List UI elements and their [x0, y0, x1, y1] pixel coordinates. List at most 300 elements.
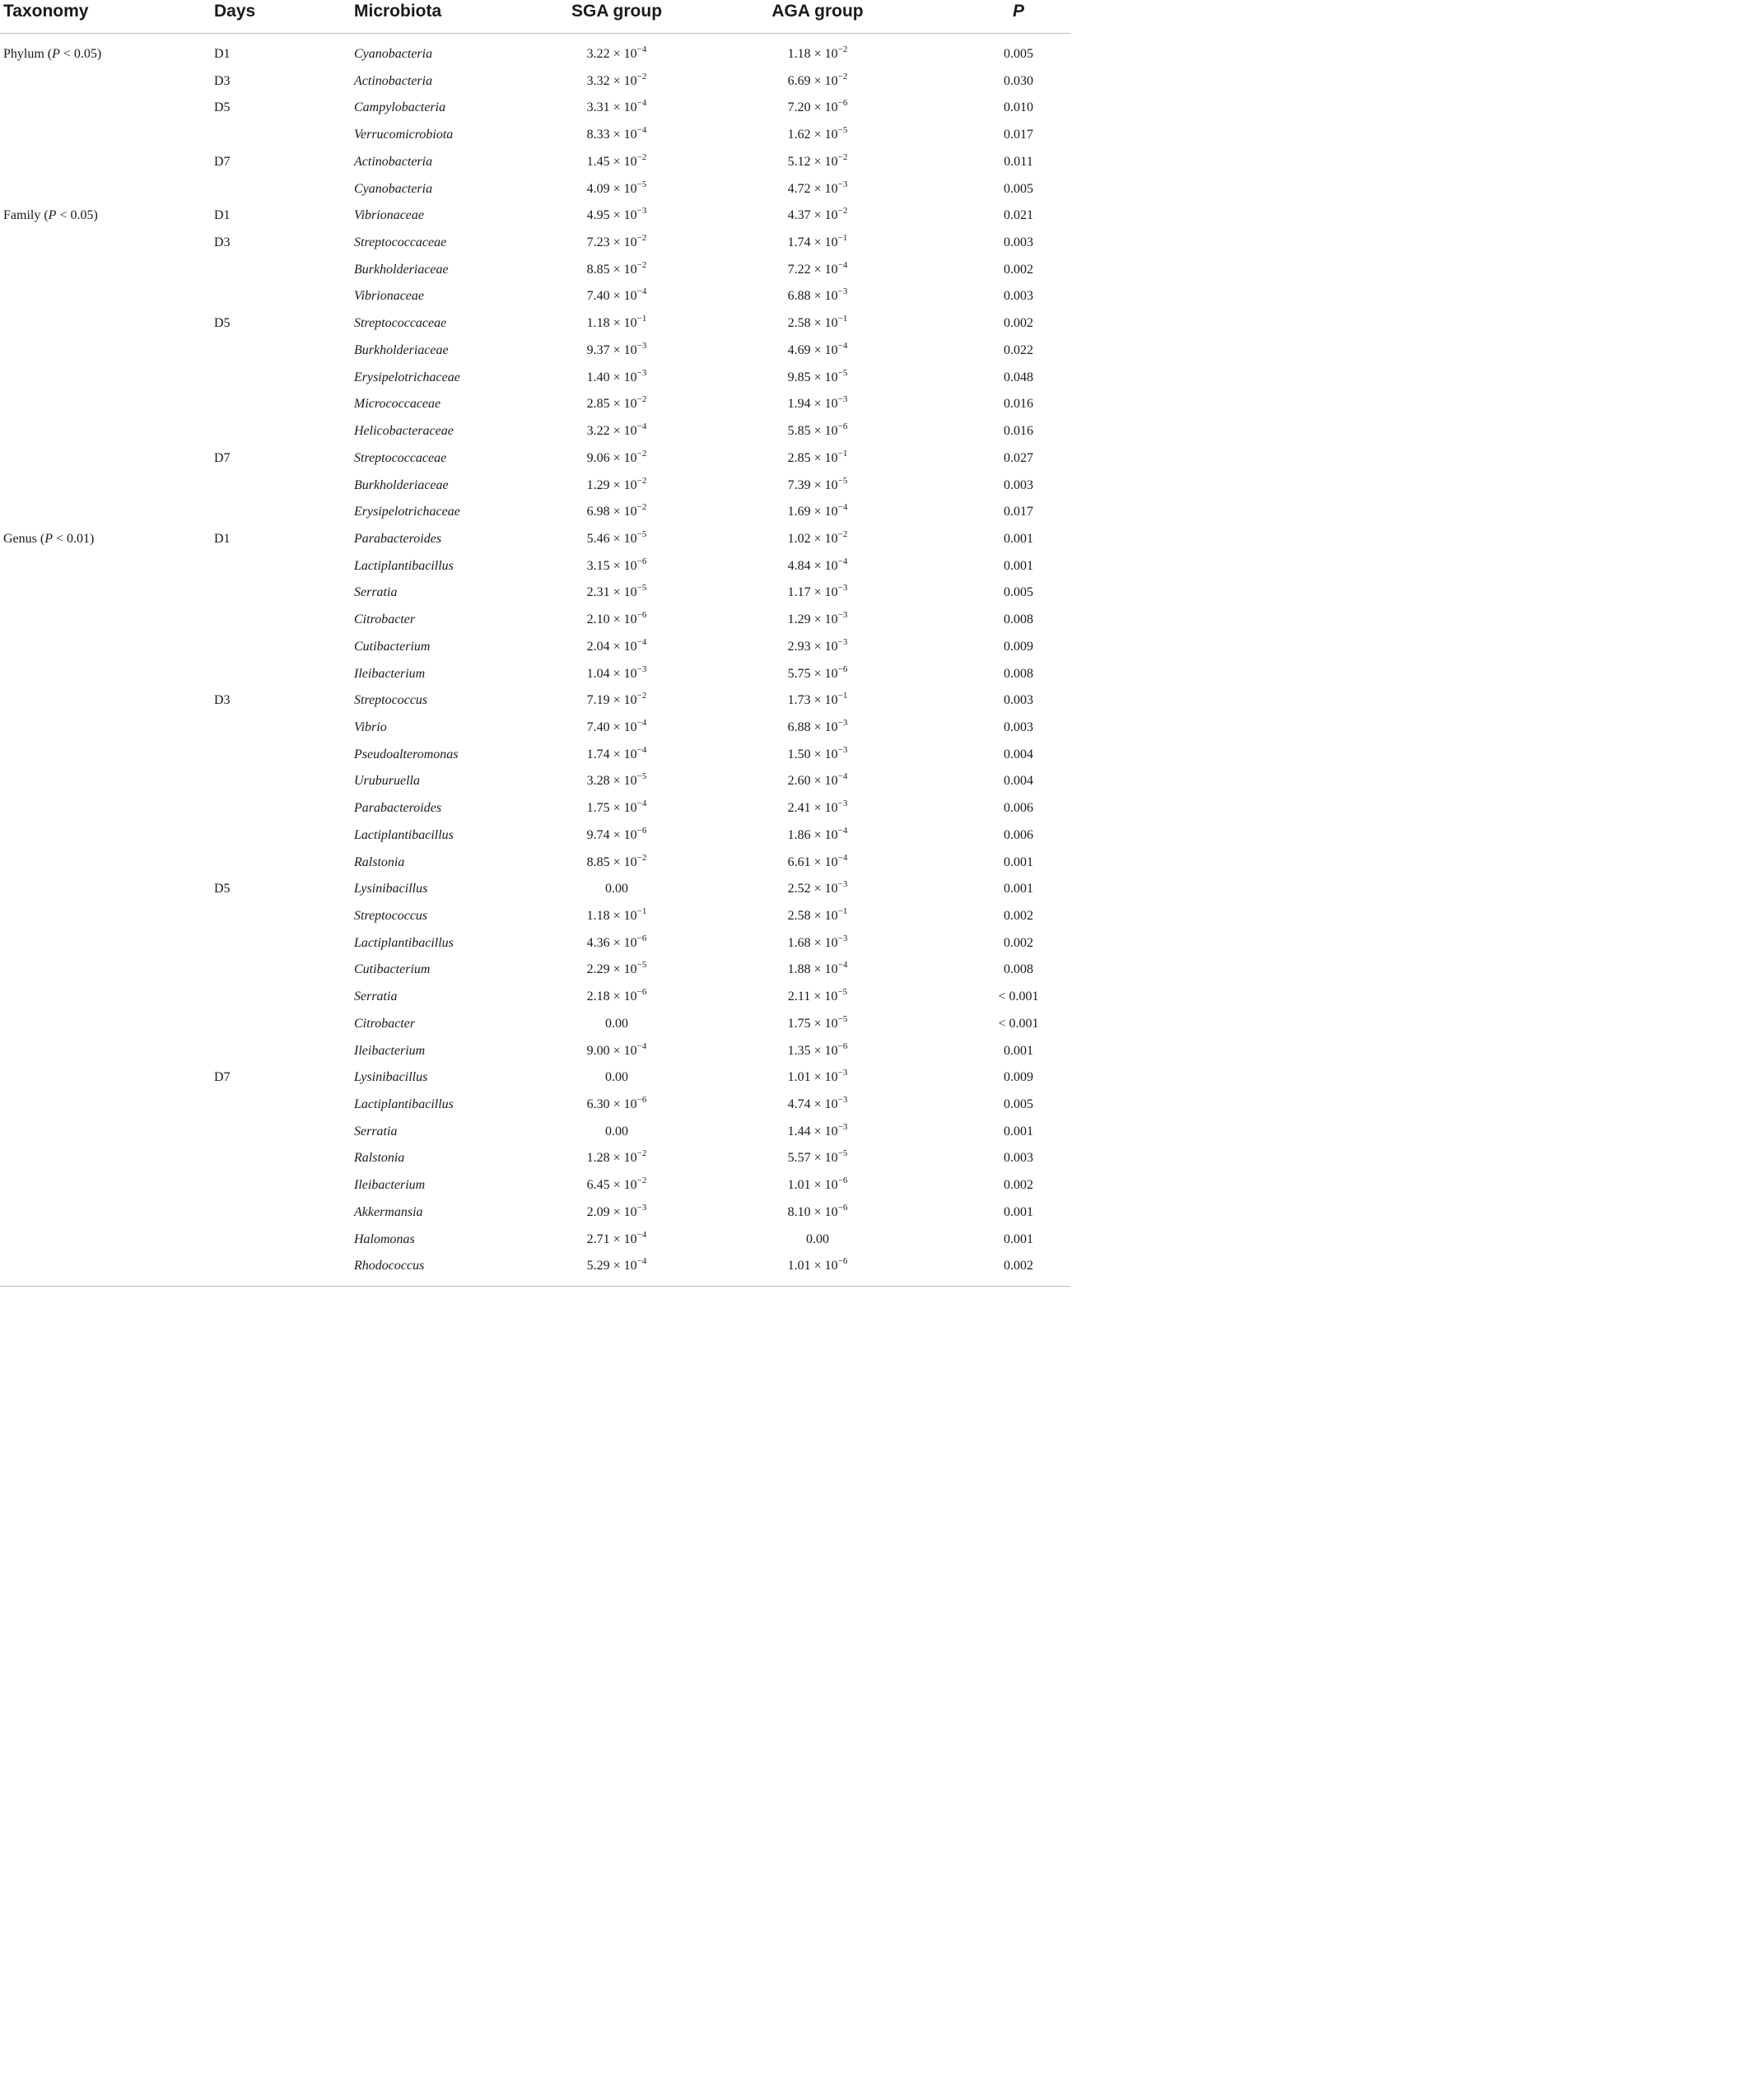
taxonomy-p-symbol: P [52, 47, 60, 61]
aga-mantissa: 1.01 × 10 [787, 1070, 838, 1085]
p-value-cell: 0.001 [1004, 1204, 1033, 1219]
sga-exponent: −2 [636, 151, 647, 162]
p-value-cell: 0.009 [1004, 1070, 1033, 1085]
aga-value-cell [788, 661, 848, 688]
sga-mantissa: 1.18 × 10 [586, 909, 637, 923]
sga-exponent: −2 [636, 1176, 647, 1186]
aga-value-cell [788, 742, 848, 769]
aga-value-cell [788, 1011, 848, 1038]
table-row [0, 795, 1070, 822]
microbiota-cell: Parabacteroides [354, 801, 442, 816]
sga-mantissa: 5.46 × 10 [586, 531, 637, 546]
sga-value-cell [587, 230, 647, 257]
aga-mantissa: 5.85 × 10 [787, 424, 838, 439]
microbiota-cell: Burkholderiaceae [354, 262, 449, 277]
aga-exponent: −4 [837, 825, 848, 836]
microbiota-cell: Lysinibacillus [354, 1070, 428, 1085]
p-value-cell: 0.048 [1004, 370, 1033, 384]
aga-value-cell [788, 445, 848, 473]
aga-exponent: −4 [837, 259, 848, 270]
p-value-cell: 0.003 [1004, 693, 1033, 708]
taxonomy-cell [3, 41, 101, 68]
aga-mantissa: 5.12 × 10 [787, 154, 838, 169]
sga-value-cell [587, 391, 647, 418]
table-row [0, 1199, 1070, 1227]
aga-value-cell [788, 257, 848, 284]
sga-mantissa: 7.40 × 10 [586, 719, 637, 734]
aga-value-cell [788, 1253, 848, 1280]
p-value-cell: 0.001 [1004, 1043, 1033, 1058]
p-value-cell: 0.001 [1004, 1232, 1033, 1246]
sga-exponent: −4 [636, 636, 647, 647]
day-cell: D3 [214, 693, 231, 708]
sga-mantissa: 8.33 × 10 [586, 128, 637, 142]
aga-exponent: −6 [837, 98, 848, 109]
sga-value-cell [587, 149, 647, 176]
sga-mantissa: 1.18 × 10 [586, 316, 637, 331]
sga-value-cell [587, 850, 647, 877]
aga-mantissa: 1.94 × 10 [787, 397, 838, 412]
aga-value-cell [806, 1227, 829, 1254]
table-row [0, 338, 1070, 365]
sga-value-cell [605, 1119, 628, 1146]
table-row [0, 930, 1070, 957]
table-row [0, 1092, 1070, 1119]
sga-mantissa: 2.18 × 10 [586, 989, 637, 1004]
aga-mantissa: 1.88 × 10 [787, 962, 838, 977]
table-row [0, 876, 1070, 903]
sga-exponent: −6 [636, 610, 647, 621]
sga-mantissa: 2.04 × 10 [586, 639, 637, 654]
aga-mantissa: 2.52 × 10 [787, 882, 838, 896]
sga-mantissa: 0.00 [605, 1070, 628, 1085]
day-cell: D1 [214, 531, 231, 546]
sga-mantissa: 2.31 × 10 [586, 585, 637, 600]
aga-value-cell [788, 580, 848, 607]
microbiota-cell: Lactiplantibacillus [354, 1097, 454, 1112]
header-rule [0, 33, 1070, 34]
sga-value-cell [587, 1038, 647, 1065]
aga-mantissa: 1.68 × 10 [787, 935, 838, 950]
aga-mantissa: 1.75 × 10 [787, 1016, 838, 1031]
aga-exponent: −5 [837, 475, 848, 486]
aga-exponent: −2 [837, 528, 848, 539]
sga-mantissa: 0.00 [605, 1016, 628, 1031]
table-row [0, 418, 1070, 445]
p-value-cell: 0.027 [1004, 450, 1033, 465]
sga-exponent: −4 [636, 421, 647, 432]
sga-value-cell [587, 310, 647, 338]
day-cell: D5 [214, 100, 231, 115]
p-value-cell: 0.003 [1004, 289, 1033, 304]
bottom-rule [0, 1286, 1070, 1287]
microbiota-cell: Cutibacterium [354, 962, 431, 977]
sga-mantissa: 8.85 × 10 [586, 854, 637, 869]
sga-mantissa: 1.74 × 10 [586, 747, 637, 761]
aga-value-cell [788, 1038, 848, 1065]
p-value-cell: 0.002 [1004, 909, 1033, 923]
aga-exponent: −4 [837, 556, 848, 566]
sga-value-cell [587, 553, 647, 580]
table-row [0, 768, 1070, 795]
p-value-cell: 0.003 [1004, 477, 1033, 492]
sga-value-cell [587, 122, 647, 149]
table-header [0, 0, 1070, 33]
p-value-cell: 0.005 [1004, 585, 1033, 600]
sga-mantissa: 3.32 × 10 [586, 73, 637, 88]
aga-value-cell [788, 957, 848, 984]
aga-value-cell [788, 149, 848, 176]
p-value-cell: 0.008 [1004, 962, 1033, 977]
p-value-cell: 0.004 [1004, 747, 1033, 761]
taxonomy-cell [3, 526, 94, 552]
sga-mantissa: 3.31 × 10 [586, 100, 637, 115]
p-value-cell: 0.001 [1004, 531, 1033, 546]
sga-exponent: −3 [636, 340, 647, 351]
sga-exponent: −2 [636, 71, 647, 81]
sga-value-cell [587, 257, 647, 284]
aga-exponent: −4 [837, 771, 848, 782]
sga-exponent: −4 [636, 799, 647, 809]
table-row [0, 499, 1070, 526]
sga-exponent: −2 [636, 475, 647, 486]
sga-value-cell [587, 634, 647, 661]
microbiota-cell: Actinobacteria [354, 73, 433, 88]
microbiota-cell: Cyanobacteria [354, 47, 433, 61]
taxonomy-threshold: < 0.05) [56, 208, 98, 223]
table-row [0, 634, 1070, 661]
microbiota-cell: Streptococcaceae [354, 450, 447, 465]
sga-exponent: −4 [636, 125, 647, 136]
aga-mantissa: 6.61 × 10 [787, 854, 838, 869]
table-row [0, 203, 1070, 230]
table-body [0, 41, 1070, 1280]
aga-exponent: −3 [837, 717, 848, 728]
sga-value-cell [587, 526, 647, 553]
aga-mantissa: 1.02 × 10 [787, 531, 838, 546]
table-row [0, 661, 1070, 688]
aga-exponent: −4 [837, 502, 848, 513]
table-row [0, 95, 1070, 122]
aga-mantissa: 1.18 × 10 [787, 47, 838, 61]
header-taxonomy: Taxonomy [3, 2, 89, 21]
p-value-cell: 0.010 [1004, 100, 1033, 115]
p-value-cell: 0.016 [1004, 424, 1033, 439]
sga-mantissa: 9.06 × 10 [586, 450, 637, 465]
aga-value-cell [788, 1145, 848, 1172]
microbiota-cell: Lactiplantibacillus [354, 558, 454, 573]
sga-mantissa: 9.37 × 10 [586, 342, 637, 357]
aga-exponent: −5 [837, 987, 848, 998]
sga-mantissa: 2.71 × 10 [586, 1232, 637, 1246]
sga-mantissa: 1.45 × 10 [586, 154, 637, 169]
sga-mantissa: 4.09 × 10 [586, 181, 637, 196]
sga-exponent: −3 [636, 206, 647, 217]
sga-value-cell [587, 1253, 647, 1280]
aga-mantissa: 2.11 × 10 [787, 989, 838, 1004]
day-cell: D3 [214, 235, 231, 250]
microbiota-cell: Cyanobacteria [354, 181, 433, 196]
p-value-cell: 0.002 [1004, 316, 1033, 331]
p-value-cell: 0.006 [1004, 827, 1033, 842]
aga-exponent: −2 [837, 44, 848, 54]
sga-exponent: −4 [636, 744, 647, 755]
sga-value-cell [587, 1172, 647, 1199]
sga-exponent: −1 [636, 906, 647, 916]
p-value-cell: 0.003 [1004, 719, 1033, 734]
sga-value-cell [587, 365, 647, 392]
day-cell: D5 [214, 882, 231, 896]
sga-exponent: −2 [636, 852, 647, 863]
aga-mantissa: 7.39 × 10 [787, 477, 838, 492]
aga-value-cell [788, 715, 848, 742]
aga-value-cell [788, 473, 848, 500]
table-row [0, 850, 1070, 877]
aga-mantissa: 6.88 × 10 [787, 719, 838, 734]
table-row [0, 68, 1070, 95]
aga-value-cell [788, 176, 848, 203]
sga-value-cell [587, 607, 647, 634]
p-value-cell: 0.003 [1004, 1151, 1033, 1166]
sga-value-cell [587, 499, 647, 526]
sga-exponent: −4 [636, 1041, 647, 1051]
table-row [0, 1145, 1070, 1172]
sga-exponent: −4 [636, 717, 647, 728]
aga-value-cell [788, 310, 848, 338]
p-value-cell: 0.021 [1004, 208, 1033, 223]
sga-value-cell [587, 930, 647, 957]
table-row [0, 310, 1070, 338]
sga-mantissa: 6.30 × 10 [586, 1097, 637, 1112]
p-value-cell: 0.017 [1004, 128, 1033, 142]
aga-exponent: −3 [837, 933, 848, 943]
day-cell: D1 [214, 208, 231, 223]
table-row [0, 715, 1070, 742]
sga-mantissa: 3.22 × 10 [586, 424, 637, 439]
table-row [0, 391, 1070, 418]
taxonomy-threshold: < 0.01) [53, 531, 95, 546]
sga-exponent: −6 [636, 556, 647, 566]
aga-mantissa: 4.72 × 10 [787, 181, 838, 196]
day-cell: D1 [214, 47, 231, 61]
header-sga-group: SGA group [571, 2, 663, 21]
aga-exponent: −2 [837, 206, 848, 217]
p-value-cell: 0.022 [1004, 342, 1033, 357]
sga-mantissa: 3.22 × 10 [586, 47, 637, 61]
microbiota-cell: Burkholderiaceae [354, 342, 449, 357]
sga-value-cell [587, 95, 647, 122]
taxonomy-p-symbol: P [44, 531, 53, 546]
aga-value-cell [788, 365, 848, 392]
sga-value-cell [587, 1227, 647, 1254]
aga-mantissa: 1.74 × 10 [787, 235, 838, 250]
microbiota-cell: Akkermansia [354, 1204, 423, 1219]
sga-value-cell [587, 176, 647, 203]
aga-value-cell [788, 68, 848, 95]
aga-value-cell [788, 930, 848, 957]
aga-mantissa: 2.60 × 10 [787, 774, 838, 789]
aga-exponent: −4 [837, 960, 848, 971]
table-row [0, 822, 1070, 850]
aga-mantissa: 1.29 × 10 [787, 612, 838, 627]
aga-mantissa: 2.58 × 10 [787, 909, 838, 923]
aga-value-cell [788, 822, 848, 850]
aga-mantissa: 1.69 × 10 [787, 505, 838, 519]
aga-mantissa: 1.86 × 10 [787, 827, 838, 842]
sga-exponent: −5 [636, 179, 647, 189]
aga-value-cell [788, 203, 848, 230]
aga-mantissa: 6.69 × 10 [787, 73, 838, 88]
aga-exponent: −6 [837, 1256, 848, 1267]
sga-exponent: −6 [636, 987, 647, 998]
sga-exponent: −2 [636, 394, 647, 405]
table-row [0, 1172, 1070, 1199]
table-row [0, 445, 1070, 473]
aga-value-cell [788, 338, 848, 365]
aga-exponent: −6 [837, 1202, 848, 1213]
aga-mantissa: 1.17 × 10 [787, 585, 838, 600]
p-value-cell: < 0.001 [998, 1016, 1039, 1031]
aga-value-cell [788, 1199, 848, 1227]
aga-value-cell [788, 283, 848, 310]
sga-mantissa: 1.28 × 10 [586, 1151, 637, 1166]
sga-value-cell [587, 984, 647, 1011]
table-row [0, 283, 1070, 310]
p-value-cell: 0.005 [1004, 181, 1033, 196]
table-row [0, 526, 1070, 553]
aga-value-cell [788, 230, 848, 257]
day-cell: D7 [214, 154, 231, 169]
p-value-cell: 0.006 [1004, 801, 1033, 816]
aga-value-cell [788, 1064, 848, 1092]
aga-value-cell [788, 41, 848, 68]
aga-mantissa: 1.35 × 10 [787, 1043, 838, 1058]
table-row [0, 122, 1070, 149]
aga-mantissa: 1.44 × 10 [787, 1124, 838, 1138]
sga-value-cell [605, 1064, 628, 1092]
sga-exponent: −6 [636, 1095, 647, 1106]
taxonomy-label: Genus ( [3, 531, 45, 546]
p-value-cell: 0.002 [1004, 1178, 1033, 1193]
aga-value-cell [788, 795, 848, 822]
aga-exponent: −6 [837, 1041, 848, 1051]
p-value-cell: 0.001 [1004, 558, 1033, 573]
aga-mantissa: 2.41 × 10 [787, 801, 838, 816]
sga-mantissa: 2.10 × 10 [586, 612, 637, 627]
sga-mantissa: 6.98 × 10 [586, 505, 637, 519]
aga-mantissa: 1.62 × 10 [787, 128, 838, 142]
aga-value-cell [788, 1119, 848, 1146]
microbiota-cell: Streptococcus [354, 693, 428, 708]
microbiota-cell: Erysipelotrichaceae [354, 505, 460, 519]
aga-exponent: −3 [837, 879, 848, 890]
taxonomy-threshold: < 0.05) [59, 47, 102, 61]
sga-value-cell [587, 418, 647, 445]
microbiota-cell: Helicobacteraceae [354, 424, 454, 439]
sga-mantissa: 1.29 × 10 [586, 477, 637, 492]
sga-mantissa: 2.09 × 10 [586, 1204, 637, 1219]
sga-mantissa: 3.15 × 10 [586, 558, 637, 573]
sga-exponent: −3 [636, 664, 647, 674]
sga-exponent: −6 [636, 933, 647, 943]
p-value-cell: 0.030 [1004, 73, 1033, 88]
table-row [0, 580, 1070, 607]
aga-value-cell [788, 984, 847, 1011]
microbiota-cell: Ileibacterium [354, 1043, 426, 1058]
aga-exponent: −3 [837, 744, 848, 755]
sga-exponent: −2 [636, 233, 647, 244]
aga-exponent: −6 [837, 1176, 848, 1186]
microbiota-cell: Ralstonia [354, 854, 405, 869]
day-cell: D7 [214, 450, 231, 465]
sga-value-cell [587, 283, 647, 310]
p-value-cell: 0.002 [1004, 262, 1033, 277]
table-row [0, 1011, 1070, 1038]
sga-exponent: −4 [636, 44, 647, 54]
aga-mantissa: 2.58 × 10 [787, 316, 838, 331]
aga-mantissa: 4.37 × 10 [787, 208, 838, 223]
aga-value-cell [788, 607, 848, 634]
sga-value-cell [587, 957, 647, 984]
microbiota-cell: Ralstonia [354, 1151, 405, 1166]
p-value-cell: 0.017 [1004, 505, 1033, 519]
sga-value-cell [587, 445, 647, 473]
aga-mantissa: 2.93 × 10 [787, 639, 838, 654]
aga-exponent: −3 [837, 799, 848, 809]
microbiota-cell: Campylobacteria [354, 100, 446, 115]
sga-mantissa: 7.40 × 10 [586, 289, 637, 304]
microbiota-cell: Verrucomicrobiota [354, 128, 454, 142]
aga-exponent: −5 [837, 125, 848, 136]
aga-exponent: −4 [837, 340, 848, 351]
sga-value-cell [587, 795, 647, 822]
aga-exponent: −5 [837, 1148, 848, 1159]
aga-value-cell [788, 418, 848, 445]
aga-exponent: −3 [837, 286, 848, 297]
sga-mantissa: 6.45 × 10 [586, 1178, 637, 1193]
taxonomy-label: Family ( [3, 208, 49, 223]
table-row [0, 1064, 1070, 1092]
aga-mantissa: 4.69 × 10 [787, 342, 838, 357]
p-value-cell: 0.002 [1004, 1259, 1033, 1274]
sga-exponent: −5 [636, 960, 647, 971]
p-value-cell: 0.008 [1004, 612, 1033, 627]
aga-exponent: −1 [837, 906, 848, 916]
sga-exponent: −2 [636, 691, 647, 701]
table-row [0, 957, 1070, 984]
sga-mantissa: 5.29 × 10 [586, 1259, 637, 1274]
microbiota-cell: Serratia [354, 585, 398, 600]
microbiota-cell: Citrobacter [354, 1016, 416, 1031]
microbiota-cell: Cutibacterium [354, 639, 431, 654]
aga-exponent: −1 [837, 314, 848, 324]
aga-value-cell [788, 553, 848, 580]
aga-exponent: −1 [837, 448, 848, 459]
aga-value-cell [788, 499, 848, 526]
aga-exponent: −3 [837, 1095, 848, 1106]
aga-mantissa: 1.01 × 10 [787, 1259, 838, 1274]
aga-value-cell [788, 876, 848, 903]
table-row [0, 473, 1070, 500]
p-value-cell: 0.005 [1004, 47, 1033, 61]
microbiota-cell: Serratia [354, 1124, 398, 1138]
microbiota-cell: Erysipelotrichaceae [354, 370, 460, 384]
sga-mantissa: 9.00 × 10 [586, 1043, 637, 1058]
microbiota-cell: Burkholderiaceae [354, 477, 449, 492]
aga-exponent: −5 [837, 1013, 848, 1024]
table-row [0, 1119, 1070, 1146]
microbiota-cell: Ileibacterium [354, 666, 426, 681]
